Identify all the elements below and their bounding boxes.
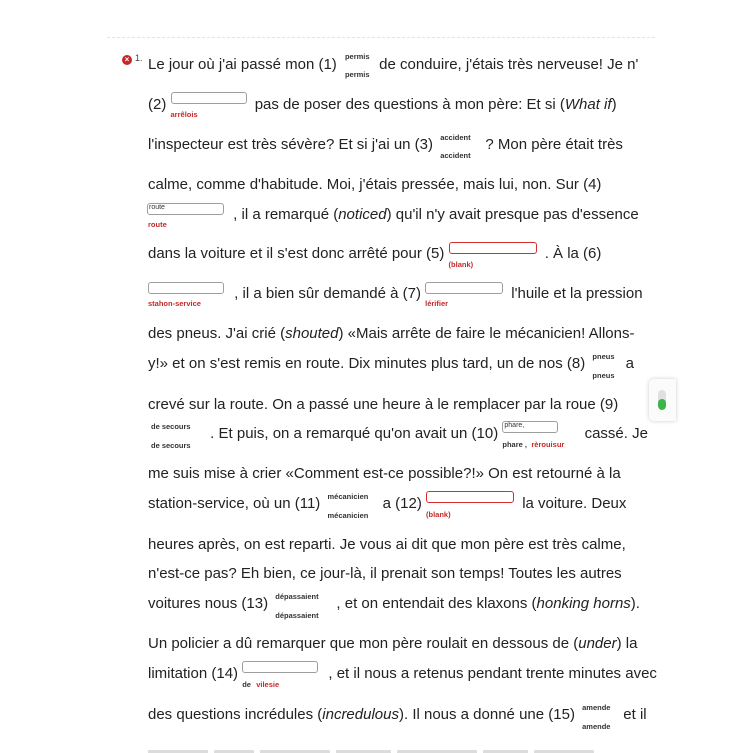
answer-field-4[interactable] xyxy=(147,204,229,229)
text-line-7: stahon-service , il a bien sûr demandé à (7) lérifier l'huile et la pression xyxy=(148,284,643,304)
answer-field-2[interactable] xyxy=(170,95,251,119)
input-box-5[interactable] xyxy=(449,242,537,254)
answer-field-13[interactable]: dépassaient dépassaient xyxy=(275,592,319,620)
text-line-18: limitation (14) de vilesie , et il nous a retenus pendant trente minutes avec xyxy=(148,664,657,684)
text-line-13: station-service, où un (11) mécanicien mécanicien a (12) (blank) la voiture. Deux xyxy=(148,492,627,520)
correct-answer-5: (blank) xyxy=(448,260,474,269)
cutoff-next-line xyxy=(148,741,638,753)
input-box-2[interactable] xyxy=(171,92,247,104)
input-box-14[interactable] xyxy=(242,661,318,673)
text-line-15: n'est-ce pas? Eh bien, ce jour-là, il prenait son temps! Toutes les autres xyxy=(148,565,622,582)
answer-field-1[interactable]: permis permis xyxy=(344,52,370,79)
input-box-6[interactable] xyxy=(148,282,224,294)
answer-field-6[interactable] xyxy=(148,284,230,308)
input-box-10[interactable]: phare, xyxy=(502,421,558,433)
answer-field-15[interactable]: amende amende xyxy=(582,703,611,731)
answer-field-9[interactable]: de secours de secours xyxy=(151,422,191,450)
top-divider xyxy=(107,37,655,38)
input-box-7[interactable] xyxy=(425,282,503,294)
progress-pill xyxy=(658,390,666,410)
input-box-4[interactable]: route xyxy=(147,203,224,215)
text-line-9: y!» et on s'est remis en route. Dix minutes plus tard, un de nos (8) pneus pneus a xyxy=(148,352,634,380)
correct-answer-6: stahon-service xyxy=(148,299,201,308)
text-line-16: voitures nous (13) dépassaient dépassaient , et on entendait des klaxons (honking horns). xyxy=(148,592,640,620)
text-line-17: Un policier a dû remarquer que mon père roulait en dessous de (under) la xyxy=(148,635,638,652)
text-line-1: Le jour où j'ai passé mon (1) permis permis de conduire, j'étais très nerveuse! Je n' xyxy=(148,52,639,79)
text-line-12: me suis mise à crier «Comment est-ce possible?!» On est retourné à la xyxy=(148,465,621,482)
text-line-4: calme, comme d'habitude. Moi, j'étais pressée, mais lui, non. Sur (4) xyxy=(148,176,602,193)
text-line-2: (2) arrêlois pas de poser des questions à mon père: Et si (What if) xyxy=(148,95,617,115)
error-icon: × xyxy=(122,55,132,65)
correct-answer-2: arrêlois xyxy=(170,110,198,119)
answer-field-3[interactable]: accident accident xyxy=(440,133,471,160)
correct-answer-10b: rèrouisur xyxy=(531,440,565,449)
answer-field-11[interactable]: mécanicien mécanicien xyxy=(327,492,369,520)
correct-answer-14a: de xyxy=(242,680,251,689)
answer-field-12[interactable] xyxy=(426,494,518,519)
text-line-11: de secours de secours . Et puis, on a remarqué qu'on avait un (10) phare, phare , rèrouisur cassé. Je xyxy=(148,424,648,444)
correct-answer-12: (blank) xyxy=(426,510,451,519)
text-line-14: heures après, on est reparti. Je vous ai dit que mon père est très calme, xyxy=(148,536,626,553)
answer-field-5[interactable] xyxy=(448,244,541,269)
text-line-8: des pneus. J'ai crié (shouted) «Mais arrête de faire le mécanicien! Allons- xyxy=(148,325,635,342)
text-line-19: des questions incrédules (incredulous). Il nous a donné une (15) amende amende et il xyxy=(148,703,647,731)
text-line-3: l'inspecteur est très sévère? Et si j'ai un (3) accident accident ? Mon père était très xyxy=(148,133,623,160)
answer-field-10[interactable] xyxy=(502,422,580,449)
text-line-10: crevé sur la route. On a passé une heure à le remplacer par la roue (9) xyxy=(148,396,619,413)
answer-field-7[interactable] xyxy=(425,284,507,308)
correct-answer-14b: vilesie xyxy=(256,680,280,689)
correct-answer-10a: phare , xyxy=(502,440,527,449)
text-line-6: dans la voiture et il s'est donc arrêté pour (5) (blank) . À la (6) xyxy=(148,244,601,264)
answer-field-14[interactable] xyxy=(242,664,324,689)
input-box-12[interactable] xyxy=(426,491,514,503)
text-line-5: route route , il a remarqué (noticed) qu'il n'y avait presque pas d'essence xyxy=(148,204,639,229)
progress-pill-fill xyxy=(658,399,666,410)
correct-answer-4: route xyxy=(148,220,167,229)
answer-field-8[interactable]: pneus pneus xyxy=(592,352,615,380)
progress-widget[interactable] xyxy=(649,379,676,421)
correct-answer-7: lérifier xyxy=(425,299,449,308)
question-number: 1. xyxy=(135,53,143,63)
